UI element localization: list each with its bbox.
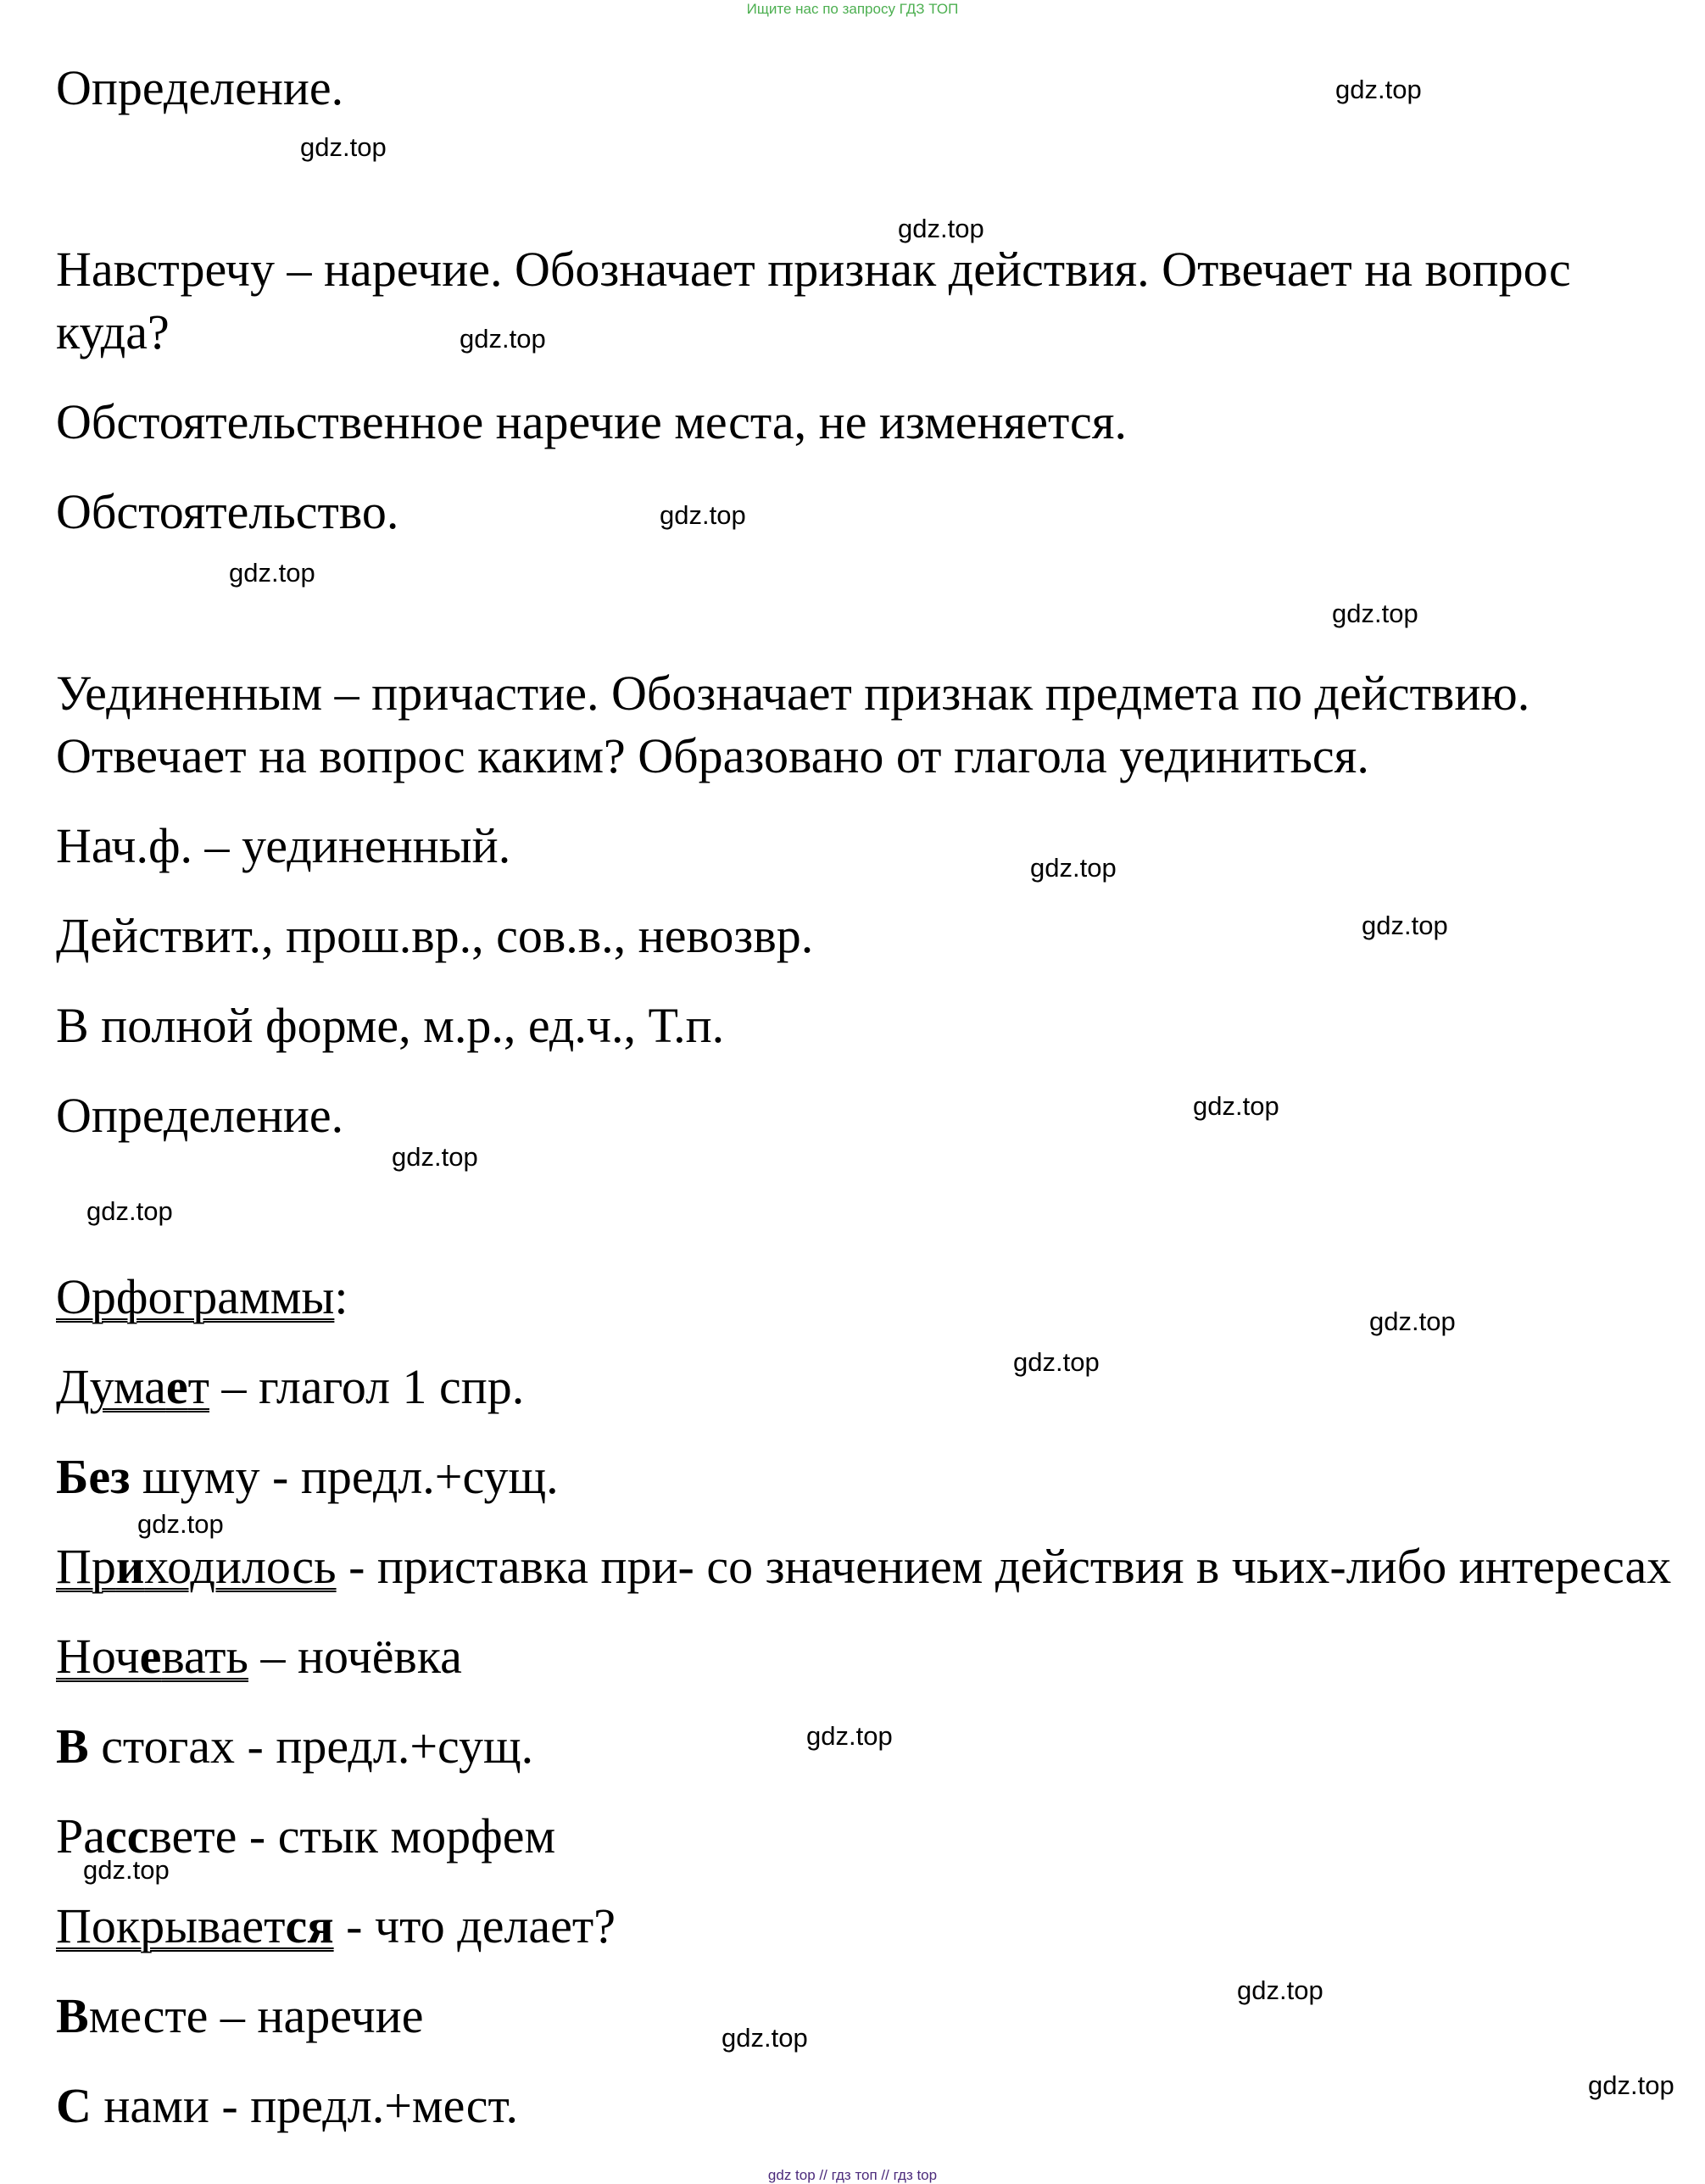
text-line-full-form: В полной форме, м.р., ед.ч., Т.п.	[56, 998, 725, 1053]
orthogram-explanation: стогах - предл.+сущ.	[88, 1719, 534, 1774]
text-line-question-kakim: Отвечает на вопрос каким? Образовано от глагола уединиться.	[56, 728, 1369, 783]
watermark: gdz.top	[1588, 2070, 1674, 2100]
word-part: Ра	[56, 1808, 105, 1864]
word-part-bold: сс	[105, 1808, 149, 1864]
word-part: ходилось	[144, 1539, 337, 1594]
watermark: gdz.top	[137, 1509, 224, 1539]
watermark: gdz.top	[1332, 599, 1418, 628]
orthogram-word	[56, 1898, 334, 1953]
orthograms-heading-colon: :	[334, 1269, 348, 1324]
orthogram-explanation: шуму - предл.+сущ.	[130, 1449, 559, 1504]
word-part: Дума	[56, 1359, 166, 1414]
orthogram-explanation: - что делает?	[333, 1898, 616, 1953]
word-part-bold: е	[165, 1359, 188, 1414]
orthogram-explanation: – ночёвка	[248, 1629, 462, 1684]
orthogram-item-bez-shumu	[56, 1446, 559, 1507]
watermark: gdz.top	[83, 1855, 170, 1885]
orthogram-explanation: вете - стык морфем	[148, 1808, 556, 1864]
orthogram-explanation: нами - предл.+мест.	[91, 2078, 519, 2133]
watermark: gdz.top	[392, 1142, 478, 1172]
watermark: gdz.top	[1335, 75, 1422, 104]
orthogram-explanation: - приставка при- со значением действия в чьих-либо интересах	[336, 1539, 1672, 1594]
orthograms-heading-word: Орфограммы	[56, 1269, 335, 1324]
footer-watermark: gdz top // гдз топ // гдз top	[767, 2167, 938, 2183]
orthogram-item-dumaet	[56, 1357, 524, 1418]
orthogram-item-s-nami	[56, 2075, 518, 2137]
word-part-bold: е	[139, 1629, 162, 1684]
word-part-bold: В	[56, 1988, 89, 2043]
watermark: gdz.top	[722, 2023, 808, 2053]
text-line-adverb-place: Обстоятельственное наречие места, не изменяется.	[56, 394, 1127, 449]
watermark: gdz.top	[1013, 1347, 1100, 1377]
word-part: Покрывает	[56, 1898, 286, 1953]
watermark: gdz.top	[806, 1721, 893, 1751]
text-line-kuda: куда?	[56, 304, 170, 359]
watermark: gdz.top	[1362, 911, 1448, 940]
text-line-navstrechu: Навстречу – наречие. Обозначает признак действия. Отвечает на вопрос	[56, 242, 1571, 297]
text-line-initial-form: Нач.ф. – уединенный.	[56, 818, 511, 873]
orthogram-item-v-stogah	[56, 1716, 533, 1777]
word-part-bold: Без	[56, 1449, 131, 1504]
watermark: gdz.top	[898, 214, 984, 243]
word-part-bold: С	[56, 2078, 92, 2133]
watermark: gdz.top	[460, 324, 546, 354]
orthogram-item-vmeste	[56, 1986, 423, 2047]
orthogram-word	[56, 1359, 209, 1414]
orthograms-heading	[56, 1267, 348, 1328]
watermark: gdz.top	[1193, 1091, 1279, 1121]
watermark: gdz.top	[1369, 1306, 1456, 1336]
watermark: gdz.top	[300, 132, 387, 162]
top-banner: Ищите нас по запросу ГДЗ ТОП	[746, 1, 959, 17]
word-part-bold: и	[115, 1539, 145, 1594]
word-part: Ноч	[56, 1629, 140, 1684]
text-line-circumstance: Обстоятельство.	[56, 484, 399, 539]
orthogram-item-nochevat	[56, 1626, 462, 1687]
orthogram-explanation: – глагол 1 спр.	[209, 1359, 525, 1414]
word-part-bold: ся	[285, 1898, 334, 1953]
watermark: gdz.top	[660, 500, 746, 530]
word-part: т	[187, 1359, 209, 1414]
text-line-definition-2: Определение.	[56, 1088, 344, 1143]
text-line-features: Действит., прош.вр., сов.в., невозвр.	[56, 908, 814, 963]
orthogram-item-prihodilos	[56, 1536, 1671, 1597]
orthogram-word	[56, 1539, 337, 1594]
watermark: gdz.top	[1030, 853, 1117, 883]
orthogram-explanation: месте – наречие	[88, 1988, 424, 2043]
orthogram-word	[56, 1629, 248, 1684]
text-line-definition-1: Определение.	[56, 60, 344, 115]
word-part: Пр	[56, 1539, 116, 1594]
watermark: gdz.top	[229, 558, 315, 588]
orthogram-item-pokryvaetsya	[56, 1896, 616, 1957]
word-part: вать	[161, 1629, 248, 1684]
watermark: gdz.top	[1237, 1975, 1323, 2005]
text-line-uedinennym: Уединенным – причастие. Обозначает признак предмета по действию.	[56, 666, 1530, 721]
word-part-bold: В	[56, 1719, 89, 1774]
watermark: gdz.top	[86, 1196, 173, 1226]
